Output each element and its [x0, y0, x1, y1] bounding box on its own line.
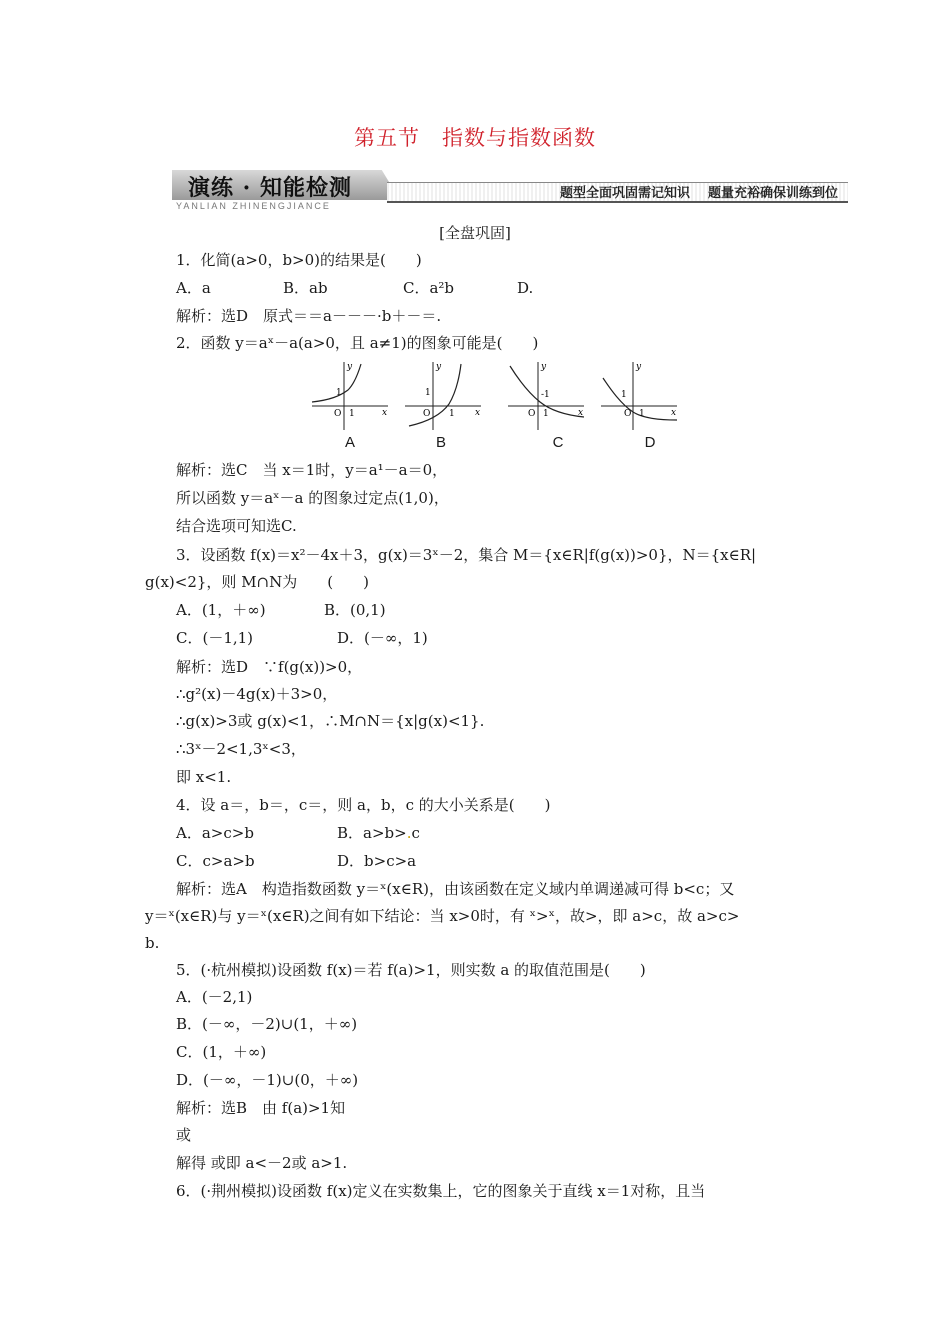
q5-choice-b: B．(－∞，－2)∪(1，＋∞)	[176, 1015, 358, 1033]
graph-a	[310, 360, 390, 432]
graph-label-b: B	[435, 434, 446, 451]
section-number: 第五节	[354, 126, 420, 150]
svg-text:y: y	[436, 362, 442, 372]
q1-choice-a: A．a	[176, 279, 211, 297]
svg-text:x: x	[382, 408, 388, 418]
banner-slogan	[560, 182, 838, 201]
svg-text:1: 1	[621, 390, 627, 400]
q1-solution: 解析：选D 原式＝＝a－－－·b＋－＝.	[176, 307, 442, 325]
graph-b	[403, 360, 483, 432]
svg-text:O: O	[528, 409, 536, 419]
highlight-dot: .	[406, 824, 412, 842]
q2-stem: 2．函数 y＝aˣ－a(a>0，且 a≠1)的图象可能是( )	[176, 334, 539, 352]
q5-solution-3: 解得 或即 a<－2或 a>1.	[176, 1154, 348, 1172]
q3-solution-4: ∴3ˣ－2<1,3ˣ<3，	[176, 740, 306, 758]
q4-solution-2: y＝ˣ(x∈R)与 y＝ˣ(x∈R)之间有如下结论：当 x>0时，有 ˣ>ˣ，故>，即 a>c，故 a>c>	[145, 907, 740, 925]
svg-text:y: y	[636, 362, 642, 372]
section-tag: [全盘巩固]	[439, 224, 511, 242]
svg-text:y: y	[541, 362, 547, 372]
q5-choice-d: D．(－∞，－1)∪(0，＋∞)	[176, 1071, 359, 1089]
q4-choice-b	[337, 823, 420, 843]
q1-choices	[176, 278, 533, 298]
q1-choice-c: C．a²b	[403, 279, 455, 297]
graph-label-a: A	[344, 434, 355, 451]
q4-stem: 4．设 a＝，b＝，c＝，则 a，b，c 的大小关系是( )	[176, 796, 551, 814]
q3-stem-1: 3．设函数 f(x)＝x²－4x＋3，g(x)＝3ˣ－2，集合 M＝{x∈R|f(g(x))>0}，N＝{x∈R|	[176, 546, 757, 564]
svg-text:1: 1	[336, 388, 342, 398]
svg-text:1: 1	[425, 388, 431, 398]
q1-stem: 1．化简(a>0，b>0)的结果是( )	[176, 251, 422, 269]
graph-label-d: D	[644, 434, 656, 451]
q3-solution-1: 解析：选D ∵f(g(x))>0，	[176, 658, 363, 676]
q4-choice-b-head: B．a>b>	[337, 824, 407, 842]
q4-choice-d: D．b>c>a	[337, 852, 417, 870]
banner-pinyin: YANLIAN ZHINENGJIANCE	[176, 201, 331, 211]
q3-choice-d: D．(－∞，1)	[337, 629, 428, 647]
q5-choice-a: A．(－2,1)	[176, 988, 253, 1006]
svg-text:x: x	[475, 408, 481, 418]
svg-text:1: 1	[543, 409, 549, 419]
q3-solution-3: ∴g(x)>3或 g(x)<1，∴M∩N＝{x|g(x)<1}.	[176, 712, 485, 730]
q2-solution-2: 所以函数 y＝aˣ－a 的图象过定点(1,0)，	[176, 489, 449, 507]
q2-solution-3: 结合选项可知选C.	[176, 517, 297, 535]
graph-label-c: C	[552, 434, 564, 451]
banner-title: 演练 · 知能检测	[188, 175, 352, 201]
svg-text:1: 1	[449, 409, 455, 419]
svg-text:1: 1	[639, 409, 645, 419]
graph-c	[506, 360, 586, 432]
practice-banner	[172, 170, 848, 212]
q3-stem-2: g(x)<2}，则 M∩N为 ( )	[145, 573, 369, 591]
svg-text:x: x	[578, 408, 584, 418]
graph-d	[599, 360, 679, 432]
svg-text:y: y	[347, 362, 353, 372]
svg-text:x: x	[671, 408, 677, 418]
svg-text:O: O	[624, 409, 632, 419]
slogan-2: 题量充裕确保训练到位	[707, 186, 838, 201]
q3-solution-2: ∴g²(x)－4g(x)＋3>0，	[176, 685, 338, 703]
slogan-1: 题型全面巩固需记知识	[559, 186, 690, 201]
q3-choice-c: C．(－1,1)	[176, 629, 254, 647]
q4-choice-b-tail: c	[411, 824, 420, 842]
q4-choice-c: C．c>a>b	[176, 852, 255, 870]
q3-solution-5: 即 x<1.	[176, 768, 232, 786]
q4-solution-3: b.	[145, 934, 160, 952]
svg-text:O: O	[334, 409, 342, 419]
q6-stem: 6．(·荆州模拟)设函数 f(x)定义在实数集上，它的图象关于直线 x＝1对称，且当	[176, 1182, 706, 1200]
q5-solution-1: 解析：选B 由 f(a)>1知	[176, 1099, 346, 1117]
q3-choice-a: A．(1，＋∞)	[176, 601, 266, 619]
q5-stem: 5．(·杭州模拟)设函数 f(x)＝若 f(a)>1，则实数 a 的取值范围是( )	[176, 961, 646, 979]
section-title: 指数与指数函数	[442, 126, 596, 150]
svg-text:-1: -1	[541, 390, 550, 400]
q4-choice-a: A．a>c>b	[176, 824, 254, 842]
svg-text:O: O	[423, 409, 431, 419]
q2-graph-options	[300, 360, 680, 455]
q1-choice-b: B．ab	[283, 279, 328, 297]
q3-choice-b: B．(0,1)	[324, 601, 386, 619]
q5-choice-c: C．(1，＋∞)	[176, 1043, 267, 1061]
q5-solution-2: 或	[176, 1126, 192, 1144]
page-title	[0, 122, 950, 152]
q4-solution-1: 解析：选A 构造指数函数 y＝ˣ(x∈R)，由该函数在定义域内单调递减可得 b<c；又	[176, 880, 735, 898]
q1-choice-d: D.	[517, 279, 534, 297]
q2-solution-1: 解析：选C 当 x＝1时，y＝a¹－a＝0，	[176, 461, 448, 479]
svg-text:1: 1	[349, 409, 355, 419]
